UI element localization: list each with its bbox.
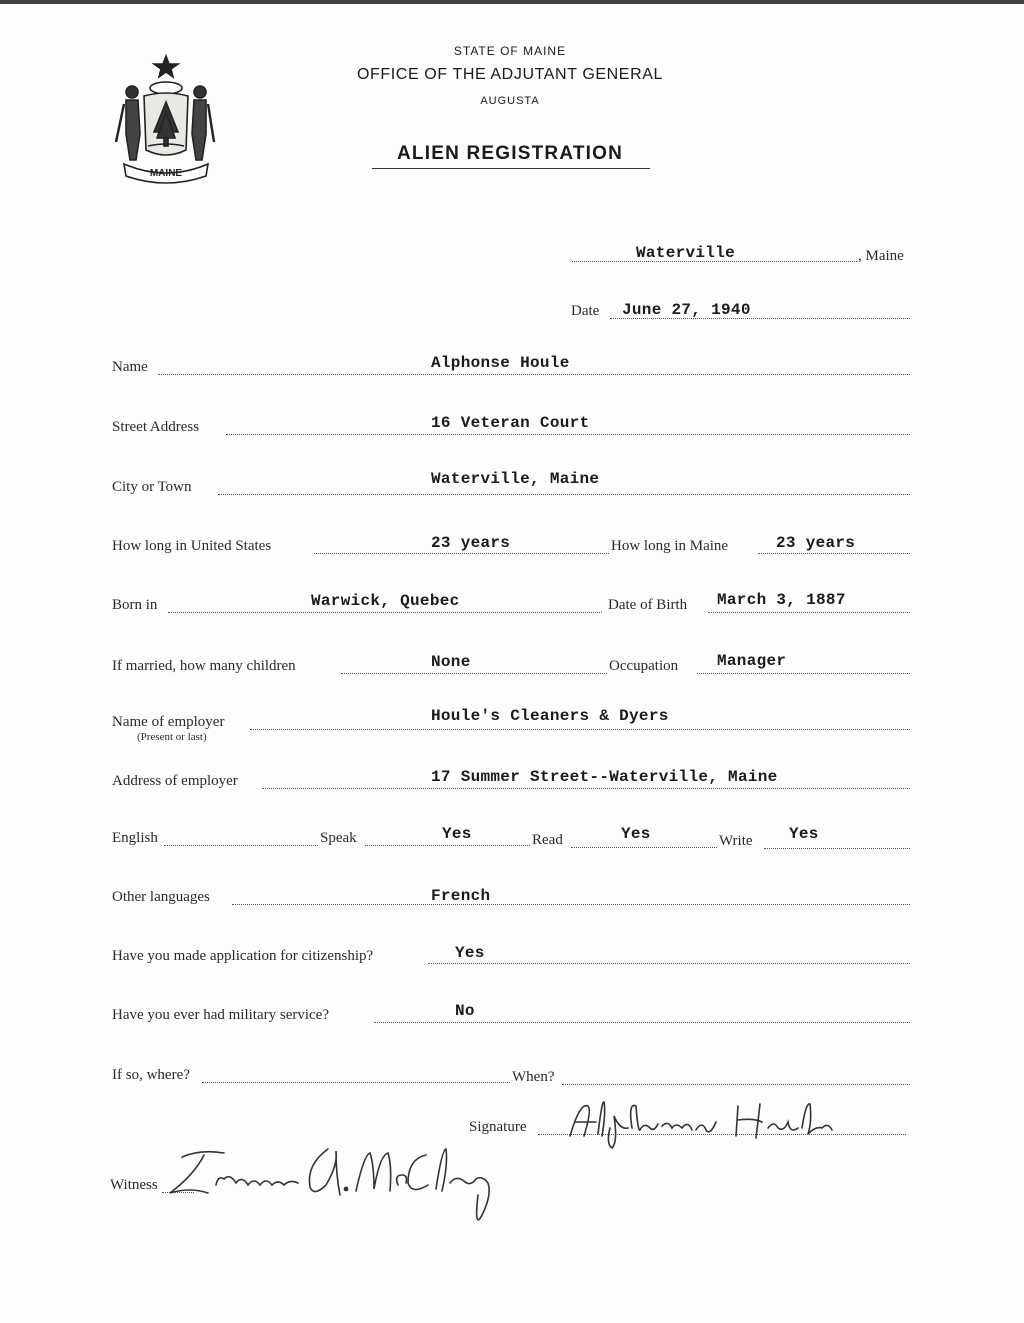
children-line <box>341 673 607 674</box>
speak-label: Speak <box>320 830 357 846</box>
street-address-label: Street Address <box>112 419 200 435</box>
if-so-where-line <box>202 1082 510 1083</box>
occupation-value: Manager <box>717 652 787 670</box>
when-line <box>562 1084 910 1085</box>
location-suffix: , Maine <box>858 248 904 264</box>
english-line <box>164 845 318 846</box>
employer-name-line <box>250 729 910 730</box>
employer-name-value: Houle's Cleaners & Dyers <box>431 707 669 725</box>
applicant-signature <box>540 1092 880 1152</box>
military-value: No <box>455 1002 475 1020</box>
other-languages-label: Other languages <box>112 889 210 905</box>
employer-name-sublabel: (Present or last) <box>137 731 207 743</box>
occupation-line <box>697 673 910 674</box>
signature-label: Signature <box>469 1119 527 1135</box>
city-value: Waterville, Maine <box>431 470 600 488</box>
speak-value: Yes <box>442 825 472 843</box>
date-label: Date <box>571 303 600 319</box>
born-in-line <box>168 612 602 613</box>
read-label: Read <box>532 832 563 848</box>
employer-address-label: Address of employer <box>112 773 238 789</box>
street-address-line <box>226 434 910 435</box>
city-label: City or Town <box>112 479 192 495</box>
children-value: None <box>431 653 471 671</box>
how-long-us-label: How long in United States <box>112 538 272 554</box>
location-value: Waterville <box>636 244 736 262</box>
occupation-label: Occupation <box>609 658 679 674</box>
write-line <box>764 848 910 849</box>
write-label: Write <box>719 833 753 849</box>
name-line <box>158 374 910 375</box>
header-office: OFFICE OF THE ADJUTANT GENERAL <box>356 66 664 83</box>
witness-signature <box>160 1135 520 1235</box>
date-of-birth-line <box>708 612 910 613</box>
date-of-birth-label: Date of Birth <box>608 597 688 613</box>
read-line <box>571 847 717 848</box>
street-address-value: 16 Veteran Court <box>431 414 590 432</box>
date-of-birth-value: March 3, 1887 <box>717 591 846 609</box>
write-value: Yes <box>789 825 819 843</box>
how-long-us-line <box>314 553 609 554</box>
header-city: AUGUSTA <box>480 95 540 107</box>
form-title: ALIEN REGISTRATION <box>396 143 624 164</box>
witness-label: Witness <box>110 1177 158 1193</box>
date-value: June 27, 1940 <box>622 301 751 319</box>
military-label: Have you ever had military service? <box>112 1007 329 1023</box>
header-state: STATE OF MAINE <box>453 44 567 58</box>
name-value: Alphonse Houle <box>431 354 570 372</box>
title-underline <box>372 168 650 169</box>
employer-address-value: 17 Summer Street--Waterville, Maine <box>431 768 778 786</box>
employer-name-label: Name of employer <box>112 714 225 730</box>
employer-address-line <box>262 788 910 789</box>
name-label: Name <box>112 359 148 375</box>
scan-edge <box>0 0 1024 4</box>
citizenship-line <box>428 963 910 964</box>
maine-state-seal-icon <box>110 52 222 184</box>
citizenship-label: Have you made application for citizenship? <box>112 948 374 964</box>
citizenship-value: Yes <box>455 944 485 962</box>
how-long-maine-line <box>758 553 910 554</box>
military-line <box>374 1022 910 1023</box>
english-label: English <box>112 830 158 846</box>
how-long-maine-label: How long in Maine <box>611 538 729 554</box>
speak-line <box>365 845 530 846</box>
how-long-us-value: 23 years <box>431 534 511 552</box>
born-in-label: Born in <box>112 597 158 613</box>
born-in-value: Warwick, Quebec <box>311 592 460 610</box>
city-line <box>218 494 910 495</box>
seal-motto: MAINE <box>149 168 183 179</box>
children-label: If married, how many children <box>112 658 296 674</box>
other-languages-value: French <box>431 887 491 905</box>
when-label: When? <box>512 1069 555 1085</box>
other-languages-line <box>232 904 910 905</box>
read-value: Yes <box>621 825 651 843</box>
if-so-where-label: If so, where? <box>112 1067 190 1083</box>
how-long-maine-value: 23 years <box>776 534 856 552</box>
